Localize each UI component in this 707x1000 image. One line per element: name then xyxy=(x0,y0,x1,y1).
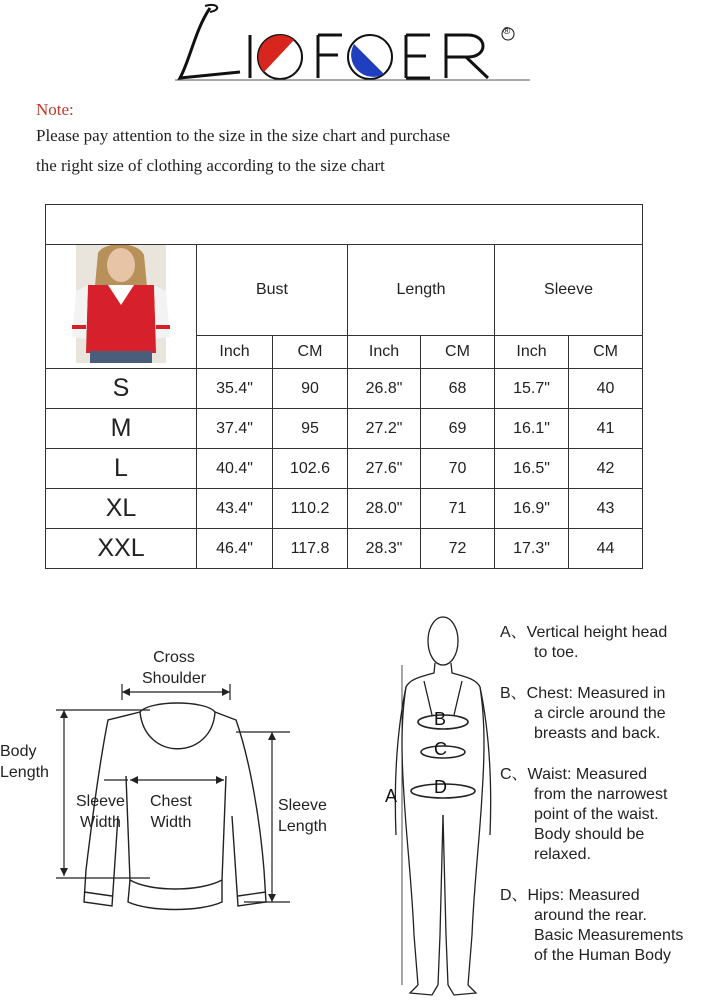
legend-item-a: A、Vertical height head to toe. xyxy=(500,624,668,661)
header-bust: Bust xyxy=(197,245,348,336)
unit-cell: Inch xyxy=(197,335,273,368)
table-cell: 69 xyxy=(421,409,495,449)
size-label: S xyxy=(46,369,197,409)
header-sleeve: Sleeve xyxy=(495,245,643,336)
legend-item-b: B、Chest: Measured in a circle around the breasts and back. xyxy=(500,685,666,742)
brand-logo xyxy=(170,0,540,85)
mark-c: C xyxy=(434,739,447,759)
size-label: M xyxy=(46,409,197,449)
unit-cell: CM xyxy=(569,335,643,368)
model-photo-image xyxy=(46,245,196,363)
mark-d: D xyxy=(434,777,447,797)
table-cell: 44 xyxy=(569,529,643,569)
table-cell: 26.8" xyxy=(348,369,421,409)
table-cell: 16.9" xyxy=(495,489,569,529)
table-row xyxy=(46,409,643,449)
table-cell: 27.2" xyxy=(348,409,421,449)
table-top-row xyxy=(46,205,643,245)
table-cell: 71 xyxy=(421,489,495,529)
cross-shoulder-label: Cross Shoulder xyxy=(142,649,207,687)
table-cell: 72 xyxy=(421,529,495,569)
table-cell: 95 xyxy=(273,409,348,449)
table-cell: 102.6 xyxy=(273,449,348,489)
table-cell: 90 xyxy=(273,369,348,409)
table-cell: 28.3" xyxy=(348,529,421,569)
table-cell: 35.4" xyxy=(197,369,273,409)
size-label: L xyxy=(46,449,197,489)
table-cell: 43 xyxy=(569,489,643,529)
chest-width-label: Chest Width xyxy=(150,793,192,831)
table-cell: 42 xyxy=(569,449,643,489)
body-length-label: Body Length xyxy=(0,743,49,781)
unit-cell: CM xyxy=(421,335,495,368)
table-cell: 16.5" xyxy=(495,449,569,489)
table-cell: 16.1" xyxy=(495,409,569,449)
size-label: XL xyxy=(46,489,197,529)
table-cell: 43.4" xyxy=(197,489,273,529)
table-cell: 68 xyxy=(421,369,495,409)
sleeve-length-label: Sleeve Length xyxy=(278,797,327,835)
table-cell: 28.0" xyxy=(348,489,421,529)
garment-diagram xyxy=(0,640,360,940)
header-length: Length xyxy=(348,245,495,336)
size-chart-table xyxy=(45,204,642,565)
model-photo xyxy=(46,245,197,369)
mark-b: B xyxy=(434,709,447,729)
table-cell: 40.4" xyxy=(197,449,273,489)
table-cell: 37.4" xyxy=(197,409,273,449)
table-row xyxy=(46,369,643,409)
table-row xyxy=(46,489,643,529)
body-figure xyxy=(380,605,500,1000)
size-label: XXL xyxy=(46,529,197,569)
table-row xyxy=(46,449,643,489)
table-cell: 110.2 xyxy=(273,489,348,529)
table-cell: 70 xyxy=(421,449,495,489)
table-cell: 15.7" xyxy=(495,369,569,409)
unit-cell: Inch xyxy=(495,335,569,368)
unit-cell: Inch xyxy=(348,335,421,368)
logo-graphic xyxy=(170,0,540,85)
table-header-row xyxy=(46,245,643,336)
sleeve-width-label: Sleeve Width xyxy=(76,793,125,831)
table-row xyxy=(46,529,643,569)
table-cell: 117.8 xyxy=(273,529,348,569)
note-line-2: the right size of clothing according to the size chart xyxy=(36,156,385,175)
note-line-1: Please pay attention to the size in the size chart and purchase xyxy=(36,126,450,145)
body-outline xyxy=(380,605,500,1000)
mark-a: A xyxy=(385,786,398,806)
legend-item-c: C、Waist: Measured from the narrowest point of the waist. Body should be relaxed. xyxy=(500,766,668,863)
table-cell: 41 xyxy=(569,409,643,449)
table-cell: 46.4" xyxy=(197,529,273,569)
unit-cell: CM xyxy=(273,335,348,368)
table-cell: 40 xyxy=(569,369,643,409)
table-cell: 17.3" xyxy=(495,529,569,569)
legend-item-d: D、Hips: Measured around the rear. Basic Measurements of the Human Body xyxy=(500,887,684,964)
brand-registered: ® xyxy=(503,26,511,37)
table-cell: 27.6" xyxy=(348,449,421,489)
note-label: Note: xyxy=(36,100,74,119)
